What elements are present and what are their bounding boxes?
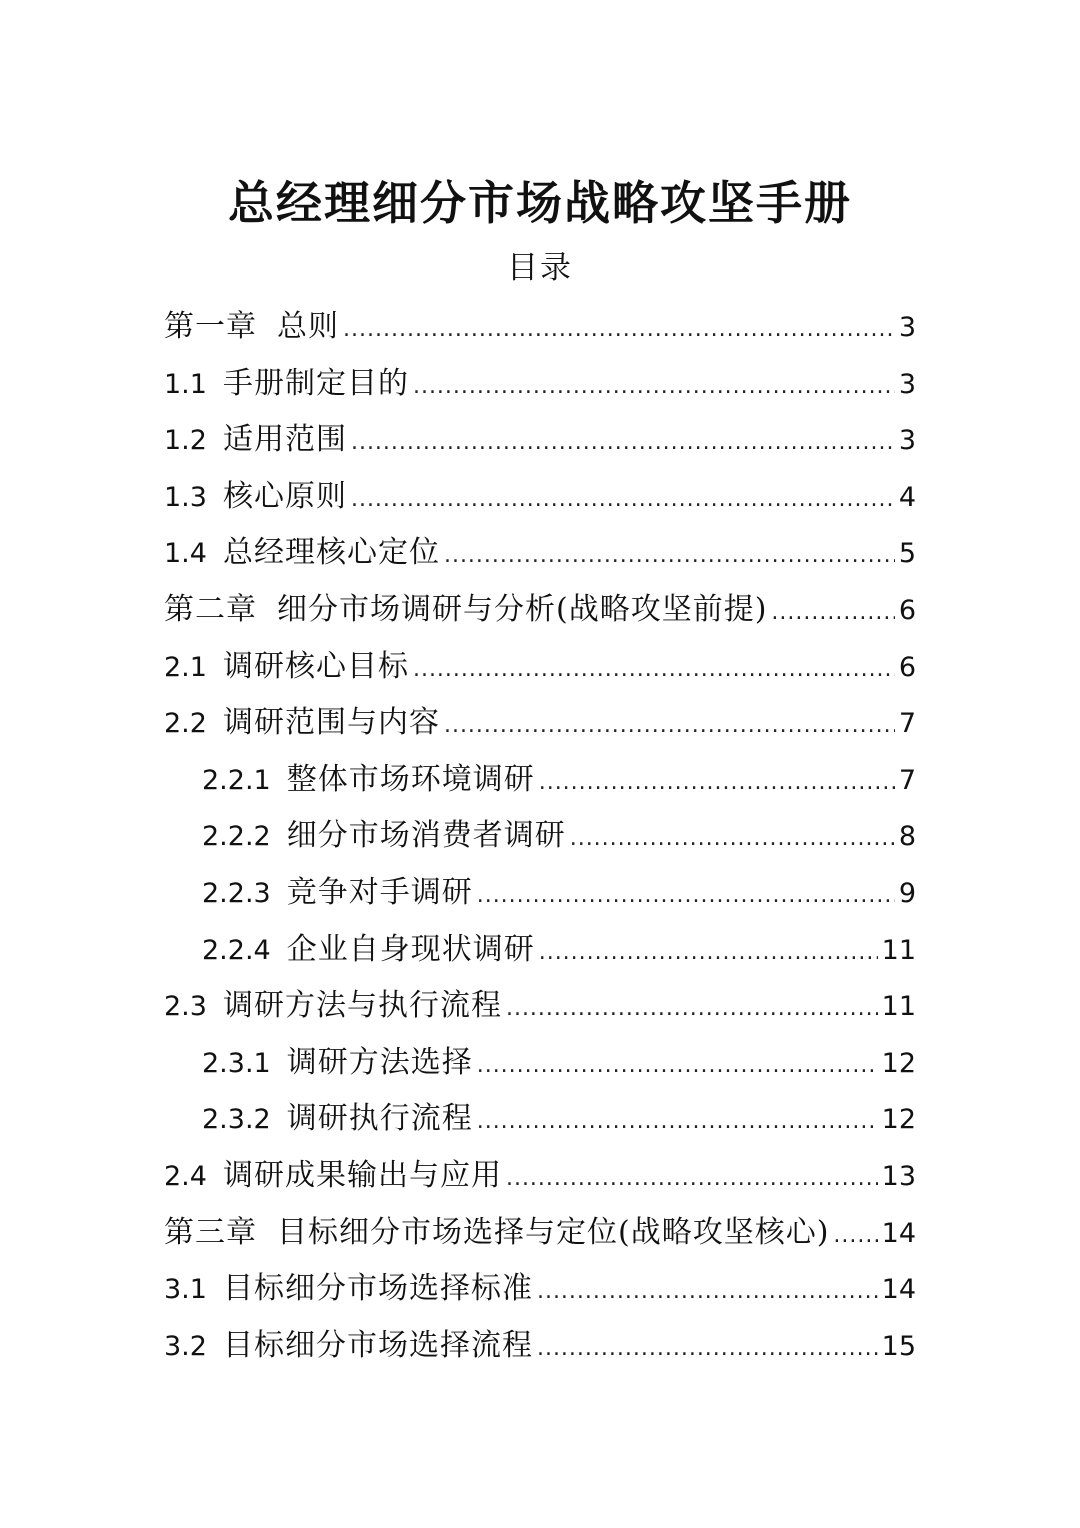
toc-entry-page-number: 3 bbox=[898, 312, 916, 343]
toc-entry-title: 企业自身现状调研 bbox=[286, 931, 535, 967]
toc-entry[interactable] bbox=[164, 978, 916, 1035]
toc-entry-title: 核心原则 bbox=[222, 478, 347, 514]
toc-entry[interactable] bbox=[164, 299, 916, 356]
toc-dot-leader bbox=[506, 1151, 878, 1208]
toc-dot-leader bbox=[570, 811, 895, 868]
toc-entry-page-number: 12 bbox=[881, 1104, 916, 1136]
toc-dot-leader bbox=[771, 585, 894, 642]
toc-dot-leader bbox=[351, 415, 895, 472]
toc-entry[interactable] bbox=[164, 752, 916, 809]
toc-dot-leader bbox=[477, 868, 895, 925]
toc-entry-page-number: 11 bbox=[881, 934, 916, 966]
toc-entry-page-number: 6 bbox=[898, 594, 916, 626]
toc-entry[interactable] bbox=[164, 865, 916, 922]
toc-entry-number: 2.1 bbox=[164, 651, 207, 683]
toc-entry[interactable] bbox=[164, 695, 916, 752]
toc-entry-page-number: 14 bbox=[881, 1217, 916, 1249]
toc-entry-title: 总则 bbox=[277, 309, 339, 344]
document-title: 总经理细分市场战略攻坚手册 bbox=[228, 175, 852, 230]
toc-entry-number: 3.1 bbox=[164, 1274, 207, 1306]
toc-entry-title: 目标细分市场选择与定位(战略攻坚核心) bbox=[277, 1214, 830, 1250]
table-of-contents bbox=[164, 299, 916, 1374]
toc-entry-title: 竞争对手调研 bbox=[286, 874, 473, 910]
toc-entry-title: 调研范围与内容 bbox=[222, 705, 440, 741]
toc-entry-title: 适用范围 bbox=[222, 422, 347, 458]
toc-entry-number: 3.2 bbox=[164, 1330, 207, 1362]
toc-dot-leader bbox=[444, 698, 895, 755]
toc-dot-leader bbox=[343, 302, 895, 359]
toc-entry-page-number: 4 bbox=[898, 481, 916, 513]
toc-entry[interactable] bbox=[164, 525, 916, 582]
toc-entry-number: 2.4 bbox=[164, 1160, 207, 1192]
toc-entry-title: 手册制定目的 bbox=[222, 365, 409, 401]
toc-entry-page-number: 14 bbox=[881, 1274, 916, 1306]
toc-entry[interactable] bbox=[164, 582, 916, 639]
toc-entry[interactable] bbox=[164, 639, 916, 696]
toc-entry-number: 2.2 bbox=[164, 708, 207, 740]
toc-entry-number: 2.3.1 bbox=[202, 1047, 271, 1079]
toc-entry-number: 第二章 bbox=[164, 591, 257, 627]
toc-dot-leader bbox=[413, 359, 895, 416]
toc-entry-title: 细分市场消费者调研 bbox=[286, 818, 566, 854]
toc-entry-number: 2.2.2 bbox=[202, 821, 271, 853]
toc-entry-page-number: 7 bbox=[898, 764, 916, 796]
toc-entry-page-number: 7 bbox=[898, 708, 916, 740]
toc-entry-title: 整体市场环境调研 bbox=[286, 761, 535, 797]
toc-entry-number: 2.3 bbox=[164, 991, 207, 1023]
toc-entry-page-number: 12 bbox=[881, 1047, 916, 1079]
toc-entry-number: 1.1 bbox=[164, 368, 207, 400]
toc-entry-number: 1.2 bbox=[164, 425, 207, 457]
toc-entry-title: 调研执行流程 bbox=[286, 1101, 473, 1137]
toc-entry-title: 细分市场调研与分析(战略攻坚前提) bbox=[277, 591, 768, 627]
toc-dot-leader bbox=[833, 1208, 877, 1265]
toc-entry-page-number: 11 bbox=[881, 991, 916, 1023]
toc-entry-page-number: 3 bbox=[898, 368, 916, 400]
toc-entry-title: 调研方法选择 bbox=[286, 1044, 473, 1080]
toc-entry-page-number: 5 bbox=[898, 538, 916, 570]
toc-entry-page-number: 8 bbox=[898, 821, 916, 853]
toc-entry-number: 2.3.2 bbox=[202, 1104, 271, 1136]
toc-entry-title: 目标细分市场选择流程 bbox=[222, 1327, 533, 1363]
toc-entry[interactable] bbox=[164, 1148, 916, 1205]
toc-heading: 目录 bbox=[507, 250, 573, 286]
toc-dot-leader bbox=[477, 1094, 878, 1151]
toc-entry-number: 2.2.4 bbox=[202, 934, 271, 966]
toc-entry-title: 调研核心目标 bbox=[222, 648, 409, 684]
toc-entry-title: 调研成果输出与应用 bbox=[222, 1157, 502, 1193]
toc-entry-page-number: 6 bbox=[898, 651, 916, 683]
toc-entry[interactable] bbox=[164, 808, 916, 865]
toc-dot-leader bbox=[539, 755, 895, 812]
toc-entry-title: 总经理核心定位 bbox=[222, 535, 440, 571]
toc-entry-number: 第一章 bbox=[164, 309, 257, 344]
toc-dot-leader bbox=[413, 642, 895, 699]
toc-dot-leader bbox=[537, 1321, 878, 1378]
toc-entry[interactable] bbox=[164, 412, 916, 469]
toc-dot-leader bbox=[506, 981, 878, 1038]
toc-entry[interactable] bbox=[164, 1261, 916, 1318]
toc-dot-leader bbox=[351, 472, 895, 529]
toc-entry[interactable] bbox=[164, 1035, 916, 1092]
toc-entry[interactable] bbox=[164, 1318, 916, 1375]
toc-dot-leader bbox=[477, 1038, 878, 1095]
toc-entry[interactable] bbox=[164, 1205, 916, 1262]
toc-dot-leader bbox=[539, 925, 878, 982]
toc-entry-page-number: 13 bbox=[881, 1160, 916, 1192]
toc-entry-number: 1.3 bbox=[164, 481, 207, 513]
toc-dot-leader bbox=[444, 528, 895, 585]
toc-entry-number: 2.2.3 bbox=[202, 877, 271, 909]
toc-entry-page-number: 9 bbox=[898, 877, 916, 909]
toc-entry-title: 调研方法与执行流程 bbox=[222, 988, 502, 1024]
toc-entry-number: 第三章 bbox=[164, 1214, 257, 1250]
toc-entry[interactable] bbox=[164, 922, 916, 979]
toc-entry-number: 2.2.1 bbox=[202, 764, 271, 796]
toc-entry-number: 1.4 bbox=[164, 538, 207, 570]
toc-dot-leader bbox=[537, 1264, 878, 1321]
toc-entry[interactable] bbox=[164, 469, 916, 526]
toc-entry-title: 目标细分市场选择标准 bbox=[222, 1271, 533, 1307]
toc-entry[interactable] bbox=[164, 356, 916, 413]
toc-entry[interactable] bbox=[164, 1091, 916, 1148]
toc-entry-page-number: 3 bbox=[898, 425, 916, 457]
toc-entry-page-number: 15 bbox=[881, 1330, 916, 1362]
